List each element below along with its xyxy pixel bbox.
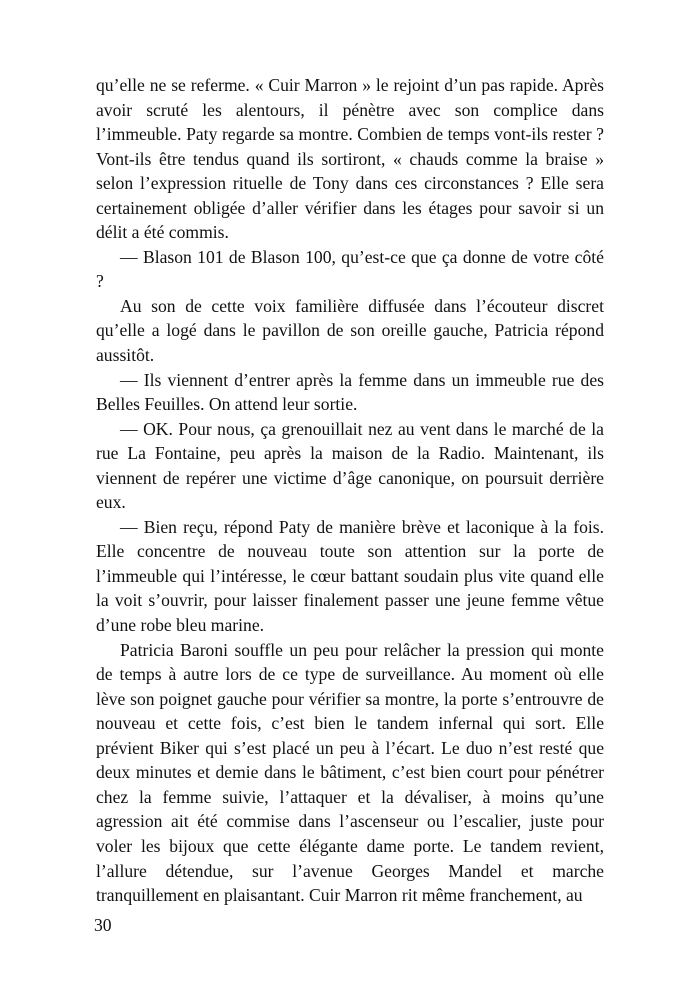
page-number: 30: [94, 915, 112, 935]
paragraph: Au son de cette voix familière diffusée dans l’écouteur discret qu’elle a logé dans le pavillon de son oreille gauche, Patricia répond aussitôt.: [96, 295, 604, 366]
paragraph-dialogue: — Blason 101 de Blason 100, qu’est-ce que ça donne de votre côté ?: [96, 246, 604, 292]
paragraph: Patricia Baroni souffle un peu pour relâcher la pression qui monte de temps à autre lors de ce type de surveillance. Au moment où elle lève son poignet gauche pour vérifier sa montre, la porte s’entrouvre de nouveau et cette fois, c’est bien le tandem infernal qui sort. Elle prévient Biker qui s’est placé un peu à l’écart. Le duo n’est resté que deux minutes et demie dans le bâtiment, c’est bien court pour pénétrer chez la femme suivie, l’attaquer et la dévaliser, à moins qu’une agression ait été commise dans l’ascenseur ou l’escalier, juste pour voler les bijoux que cette élégante dame porte. Le tandem revient, l’allure détendue, sur l’avenue Georges Mandel et marche tranquillement en plaisantant. Cuir Marron rit même franchement, au: [96, 639, 604, 906]
paragraph-dialogue: — Bien reçu, répond Paty de manière brève et laconique à la fois. Elle concentre de nouveau toute son attention sur la porte de l’immeuble qui l’intéresse, le cœur battant soudain plus vite quand elle la voit s’ouvrir, pour laisser finalement passer une jeune femme vêtue d’une robe bleu marine.: [96, 516, 604, 636]
paragraph-dialogue: — Ils viennent d’entrer après la femme dans un immeuble rue des Belles Feuilles. On attend leur sortie.: [96, 369, 604, 415]
paragraph-continued: qu’elle ne se referme. « Cuir Marron » le rejoint d’un pas rapide. Après avoir scruté les alentours, il pénètre avec son complice dans l’immeuble. Paty regarde sa montre. Combien de temps vont-ils rester ? Vont-ils être tendus quand ils sortiront, « chauds comme la braise » selon l’expression rituelle de Tony dans ces circonstances ? Elle sera certainement obligée d’aller vérifier dans les étages pour savoir si un délit a été commis.: [96, 75, 604, 243]
body-text: [96, 73, 604, 908]
paragraph-dialogue: — OK. Pour nous, ça grenouillait nez au vent dans le marché de la rue La Fontaine, peu après la maison de la Radio. Maintenant, ils viennent de repérer une victime d’âge canonique, on poursuit derrière eux.: [96, 418, 604, 513]
